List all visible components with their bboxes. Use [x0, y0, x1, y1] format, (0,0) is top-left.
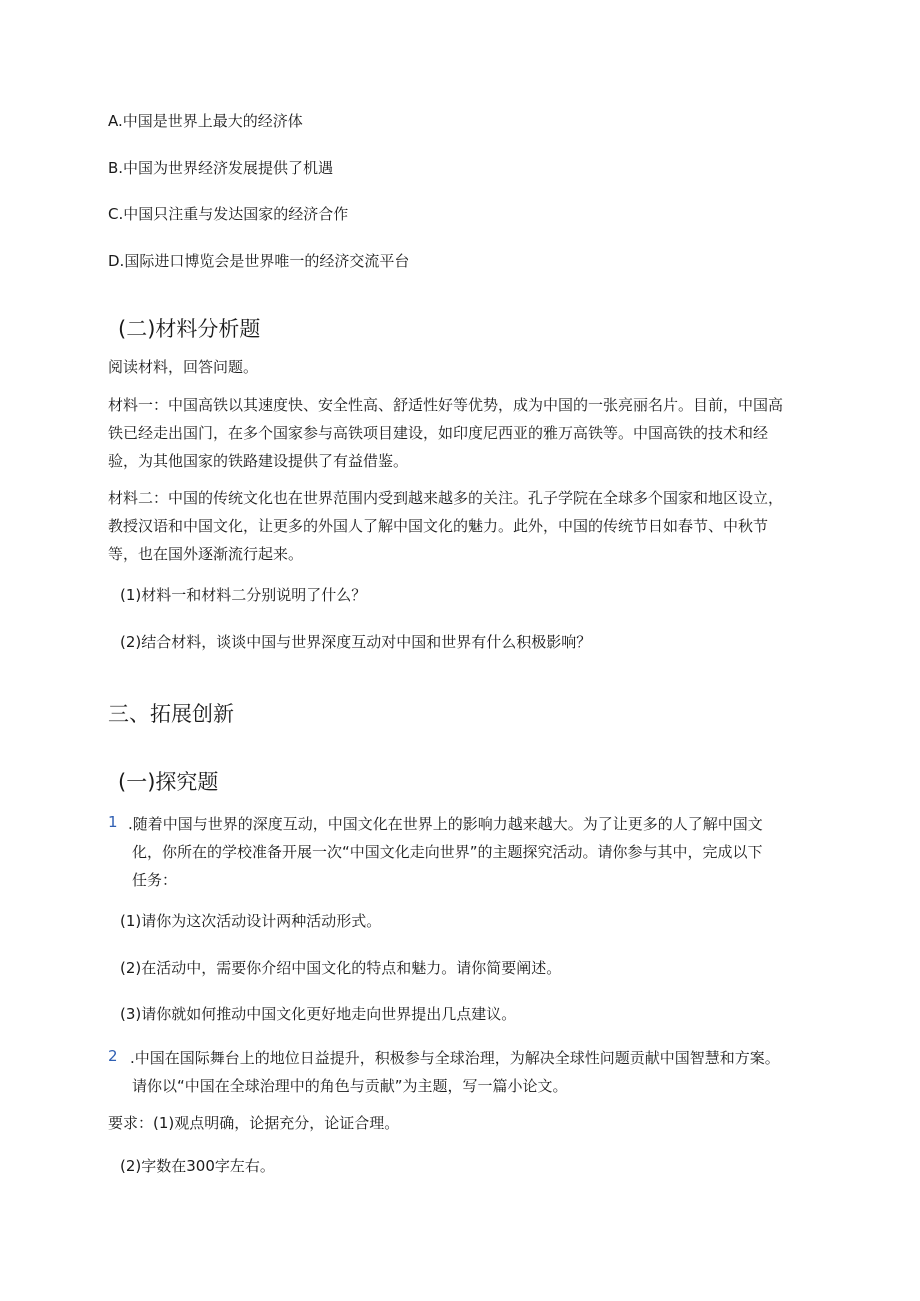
option-d: D.国际进口博览会是世界唯一的经济交流平台	[108, 252, 410, 270]
inquiry-sub-heading: (一)探究题	[118, 770, 219, 794]
material-section-heading: (二)材料分析题	[118, 317, 261, 341]
item-number-1: 1	[108, 813, 118, 831]
material-intro: 阅读材料，回答问题。	[108, 358, 259, 376]
item1-task-2: (2)在活动中，需要你介绍中国文化的特点和魅力。请你简要阐述。	[120, 959, 562, 977]
material-question-2: (2)结合材料，谈谈中国与世界深度互动对中国和世界有什么积极影响？	[120, 633, 592, 651]
item-number-2: 2	[108, 1047, 118, 1065]
material2-line: 教授汉语和中国文化，让更多的外国人了解中国文化的魅力。此外，中国的传统节日如春节、中秋节	[108, 517, 769, 535]
item1-task-1: (1)请你为这次活动设计两种活动形式。	[120, 912, 382, 930]
item1-line: .随着中国与世界的深度互动，中国文化在世界上的影响力越来越大。为了让更多的人了解中国文	[128, 815, 763, 833]
item2-requirement-1: 要求：(1)观点明确，论据充分，论证合理。	[108, 1114, 400, 1132]
material1-line: 材料一：中国高铁以其速度快、安全性高、舒适性好等优势，成为中国的一张亮丽名片。目前，中国高	[108, 396, 784, 414]
item2-requirement-2: (2)字数在300字左右。	[120, 1157, 275, 1175]
option-a: A.中国是世界上最大的经济体	[108, 112, 303, 130]
item1-line: 化，你所在的学校准备开展一次“中国文化走向世界”的主题探究活动。请你参与其中，完成以下	[132, 843, 763, 861]
option-b: B.中国为世界经济发展提供了机遇	[108, 159, 334, 177]
option-c: C.中国只注重与发达国家的经济合作	[108, 205, 349, 223]
item1-task-3: (3)请你就如何推动中国文化更好地走向世界提出几点建议。	[120, 1005, 517, 1023]
material-question-1: (1)材料一和材料二分别说明了什么？	[120, 586, 367, 604]
item2-line: .中国在国际舞台上的地位日益提升，积极参与全球治理，为解决全球性问题贡献中国智慧和方案。	[130, 1049, 780, 1067]
material2-line: 等，也在国外逐渐流行起来。	[108, 545, 304, 563]
material1-line: 验，为其他国家的铁路建设提供了有益借鉴。	[108, 452, 409, 470]
item2-line: 请你以“中国在全球治理中的角色与贡献”为主题，写一篇小论文。	[132, 1077, 568, 1095]
material1-line: 铁已经走出国门，在多个国家参与高铁项目建设，如印度尼西亚的雅万高铁等。中国高铁的技术和经	[108, 424, 769, 442]
material2-line: 材料二：中国的传统文化也在世界范围内受到越来越多的关注。孔子学院在全球多个国家和地区设立，	[108, 489, 784, 507]
item1-line: 任务：	[132, 871, 178, 889]
expand-section-heading: 三、拓展创新	[108, 702, 234, 726]
